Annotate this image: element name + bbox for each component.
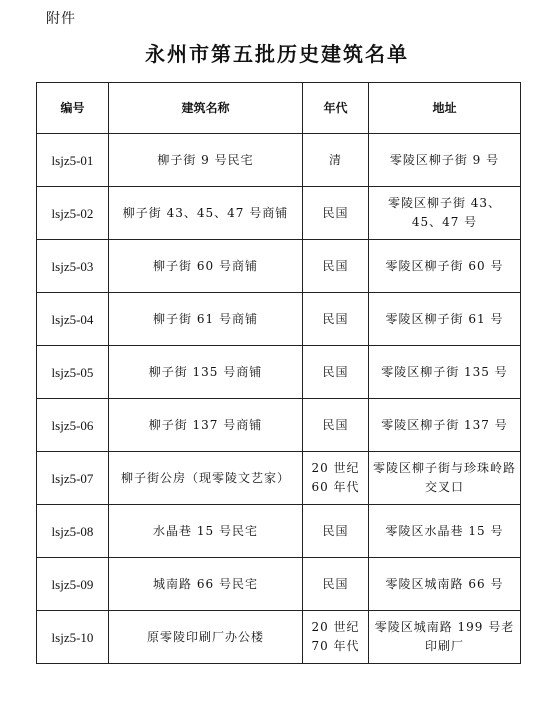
cell-address: 零陵区城南路 66 号 — [369, 558, 521, 611]
cell-name: 柳子街 137 号商铺 — [109, 399, 303, 452]
table-row — [37, 293, 521, 346]
table-row — [37, 240, 521, 293]
cell-code: lsjz5-05 — [37, 346, 109, 399]
cell-code: lsjz5-07 — [37, 452, 109, 505]
cell-code: lsjz5-08 — [37, 505, 109, 558]
cell-name: 柳子街 61 号商铺 — [109, 293, 303, 346]
cell-address: 零陵区柳子街 135 号 — [369, 346, 521, 399]
cell-name: 柳子街 60 号商铺 — [109, 240, 303, 293]
cell-name: 水晶巷 15 号民宅 — [109, 505, 303, 558]
header-name: 建筑名称 — [109, 83, 303, 134]
cell-name: 柳子街 135 号商铺 — [109, 346, 303, 399]
cell-address: 零陵区柳子街 61 号 — [369, 293, 521, 346]
cell-code: lsjz5-10 — [37, 611, 109, 664]
cell-era: 20 世纪 60 年代 — [303, 452, 369, 505]
table-header-row — [37, 83, 521, 134]
historic-buildings-table — [36, 82, 521, 664]
cell-address: 零陵区柳子街 43、45、47 号 — [369, 187, 521, 240]
table-row — [37, 187, 521, 240]
cell-name: 柳子街 9 号民宅 — [109, 134, 303, 187]
attachment-label: 附件 — [46, 11, 76, 27]
cell-era: 民国 — [303, 346, 369, 399]
cell-era: 20 世纪 70 年代 — [303, 611, 369, 664]
cell-era: 民国 — [303, 187, 369, 240]
cell-code: lsjz5-01 — [37, 134, 109, 187]
header-code: 编号 — [37, 83, 109, 134]
cell-address: 零陵区城南路 199 号老印刷厂 — [369, 611, 521, 664]
document-title: 永州市第五批历史建筑名单 — [145, 42, 409, 66]
cell-name: 柳子街公房（现零陵文艺家） — [109, 452, 303, 505]
header-address: 地址 — [369, 83, 521, 134]
cell-address: 零陵区水晶巷 15 号 — [369, 505, 521, 558]
table-row — [37, 134, 521, 187]
table-row — [37, 399, 521, 452]
table-row — [37, 505, 521, 558]
cell-era: 民国 — [303, 293, 369, 346]
table-row — [37, 611, 521, 664]
cell-name: 原零陵印刷厂办公楼 — [109, 611, 303, 664]
cell-name: 城南路 66 号民宅 — [109, 558, 303, 611]
cell-code: lsjz5-02 — [37, 187, 109, 240]
cell-code: lsjz5-04 — [37, 293, 109, 346]
cell-era: 清 — [303, 134, 369, 187]
cell-era: 民国 — [303, 505, 369, 558]
cell-address: 零陵区柳子街 137 号 — [369, 399, 521, 452]
cell-code: lsjz5-06 — [37, 399, 109, 452]
cell-code: lsjz5-03 — [37, 240, 109, 293]
cell-era: 民国 — [303, 399, 369, 452]
header-era: 年代 — [303, 83, 369, 134]
cell-address: 零陵区柳子街 60 号 — [369, 240, 521, 293]
cell-name: 柳子街 43、45、47 号商铺 — [109, 187, 303, 240]
cell-era: 民国 — [303, 240, 369, 293]
cell-address: 零陵区柳子街 9 号 — [369, 134, 521, 187]
table-row — [37, 452, 521, 505]
cell-era: 民国 — [303, 558, 369, 611]
table-row — [37, 346, 521, 399]
cell-address: 零陵区柳子街与珍珠岭路交叉口 — [369, 452, 521, 505]
table-row — [37, 558, 521, 611]
cell-code: lsjz5-09 — [37, 558, 109, 611]
